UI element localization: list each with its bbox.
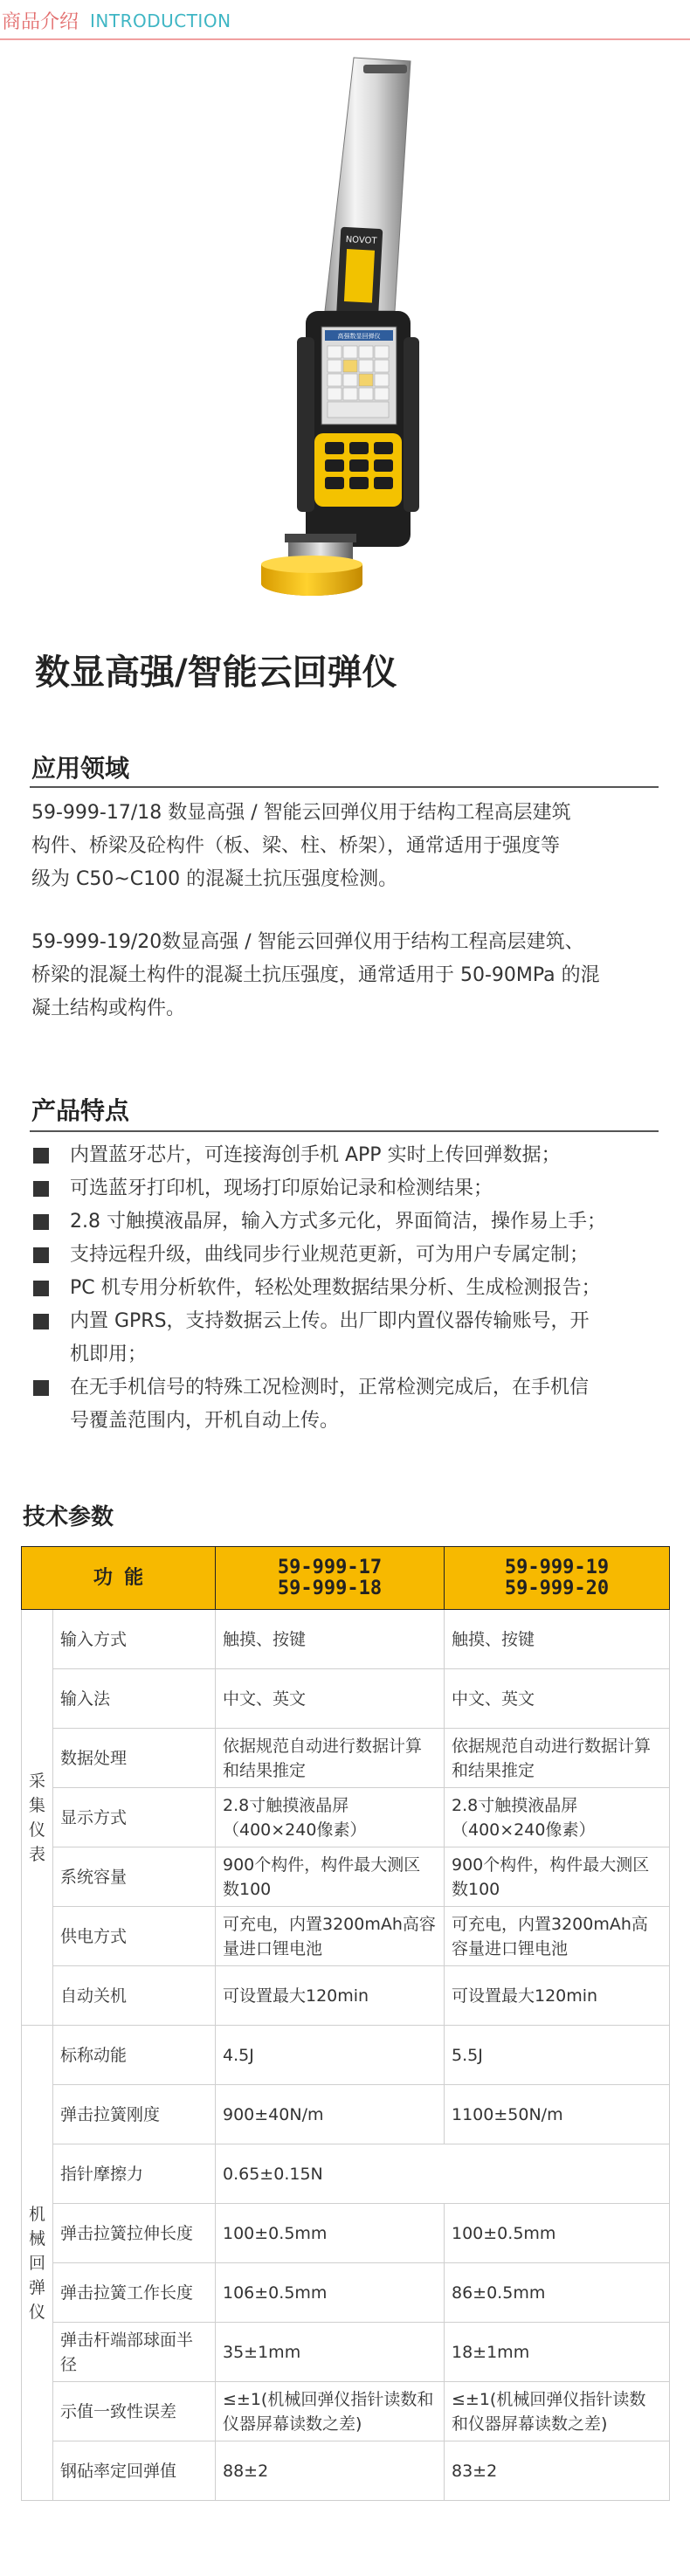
table-row: 弹击拉簧刚度 900±40N/m 1100±50N/m: [22, 2085, 670, 2144]
table-row: 数据处理 依据规范自动进行数据计算和结果推定 依据规范自动进行数据计算和结果推定: [22, 1729, 670, 1788]
spec-header-model-a: 59-999-17 59-999-18: [216, 1547, 445, 1610]
table-row: 示值一致性误差 ≤±1(机械回弹仪指针读数和仪器屏幕读数之差) ≤±1(机械回弹仪指针读数和仪器屏幕读数之差): [22, 2382, 670, 2441]
group-label-collector: 采集仪表: [22, 1610, 53, 2026]
header-title-en: INTRODUCTION: [90, 10, 231, 31]
features-list: [31, 1139, 666, 1438]
feature-item: 可选蓝牙打印机，现场打印原始记录和检测结果；: [31, 1172, 666, 1205]
table-row: 自动关机 可设置最大120min 可设置最大120min: [22, 1966, 670, 2026]
section-header: [0, 0, 690, 45]
product-title: 数显高强/智能云回弹仪: [35, 653, 397, 693]
spec-header-function: 功 能: [22, 1547, 216, 1610]
table-row: 弹击拉簧工作长度 106±0.5mm 86±0.5mm: [22, 2263, 670, 2323]
spec-table: [21, 1546, 670, 2501]
header-divider: [0, 38, 690, 40]
application-heading: 应用领域: [31, 754, 130, 783]
header-title-cn: 商品介绍: [2, 11, 79, 33]
table-row: 机械回弹仪 标称动能 4.5J 5.5J: [22, 2026, 670, 2085]
table-row: 采集仪表 输入方式 触摸、按键 触摸、按键: [22, 1610, 670, 1669]
bullet-square-icon: [33, 1314, 49, 1329]
feature-item: 在无手机信号的特殊工况检测时，正常检测完成后，在手机信 号覆盖范围内，开机自动上传。: [31, 1371, 666, 1438]
spec-header-model-b: 59-999-19 59-999-20: [445, 1547, 670, 1610]
table-row: 系统容量 900个构件，构件最大测区数100 900个构件，构件最大测区数100: [22, 1847, 670, 1907]
product-image: [0, 49, 690, 608]
feature-item: 2.8 寸触摸液晶屏，输入方式多元化，界面简洁，操作易上手；: [31, 1205, 666, 1239]
screen-title: 高强数显回弹仪: [337, 333, 381, 340]
tech-heading: 技术参数: [23, 1504, 114, 1530]
table-row: 弹击拉簧拉伸长度 100±0.5mm 100±0.5mm: [22, 2204, 670, 2263]
feature-item: 内置 GPRS，支持数据云上传。出厂即内置仪器传输账号，开 机即用；: [31, 1305, 666, 1371]
table-row: 显示方式 2.8寸触摸液晶屏（400×240像素） 2.8寸触摸液晶屏（400×240像素）: [22, 1788, 670, 1847]
bullet-square-icon: [33, 1247, 49, 1263]
bullet-square-icon: [33, 1181, 49, 1197]
application-divider: [30, 786, 659, 788]
table-row: 弹击杆端部球面半径 35±1mm 18±1mm: [22, 2323, 670, 2382]
application-paragraph-1: 59-999-17/18 数显高强 / 智能云回弹仪用于结构工程高层建筑 构件、桥梁及砼构件（板、梁、柱、桥架），通常适用于强度等 级为 C50~C100 的混凝土抗压强度检测。: [31, 802, 571, 890]
table-row: 供电方式 可充电，内置3200mAh高容量进口锂电池 可充电，内置3200mAh高容量进口锂电池: [22, 1907, 670, 1966]
application-paragraph-2: 59-999-19/20数显高强 / 智能云回弹仪用于结构工程高层建筑、 桥梁的混凝土构件的混凝土抗压强度，通常适用于 50-90MPa 的混 凝土结构或构件。: [31, 931, 600, 1019]
rebound-hammer-illustration: [0, 49, 690, 608]
bullet-square-icon: [33, 1214, 49, 1230]
feature-item: 内置蓝牙芯片，可连接海创手机 APP 实时上传回弹数据；: [31, 1139, 666, 1172]
device-label: NOVOT: [345, 234, 377, 246]
bullet-square-icon: [33, 1148, 49, 1164]
features-divider: [30, 1130, 659, 1132]
table-row: 指针摩擦力 0.65±0.15N: [22, 2144, 670, 2204]
features-heading: 产品特点: [31, 1096, 130, 1125]
table-row: 输入法 中文、英文 中文、英文: [22, 1669, 670, 1729]
table-row: 钢砧率定回弹值 88±2 83±2: [22, 2441, 670, 2501]
feature-item: 支持远程升级，曲线同步行业规范更新，可为用户专属定制；: [31, 1239, 666, 1272]
bullet-square-icon: [33, 1380, 49, 1396]
group-label-mechanical: 机械回弹仪: [22, 2026, 53, 2501]
feature-item: PC 机专用分析软件，轻松处理数据结果分析、生成检测报告；: [31, 1272, 666, 1305]
bullet-square-icon: [33, 1281, 49, 1296]
spec-header-row: [22, 1547, 670, 1610]
